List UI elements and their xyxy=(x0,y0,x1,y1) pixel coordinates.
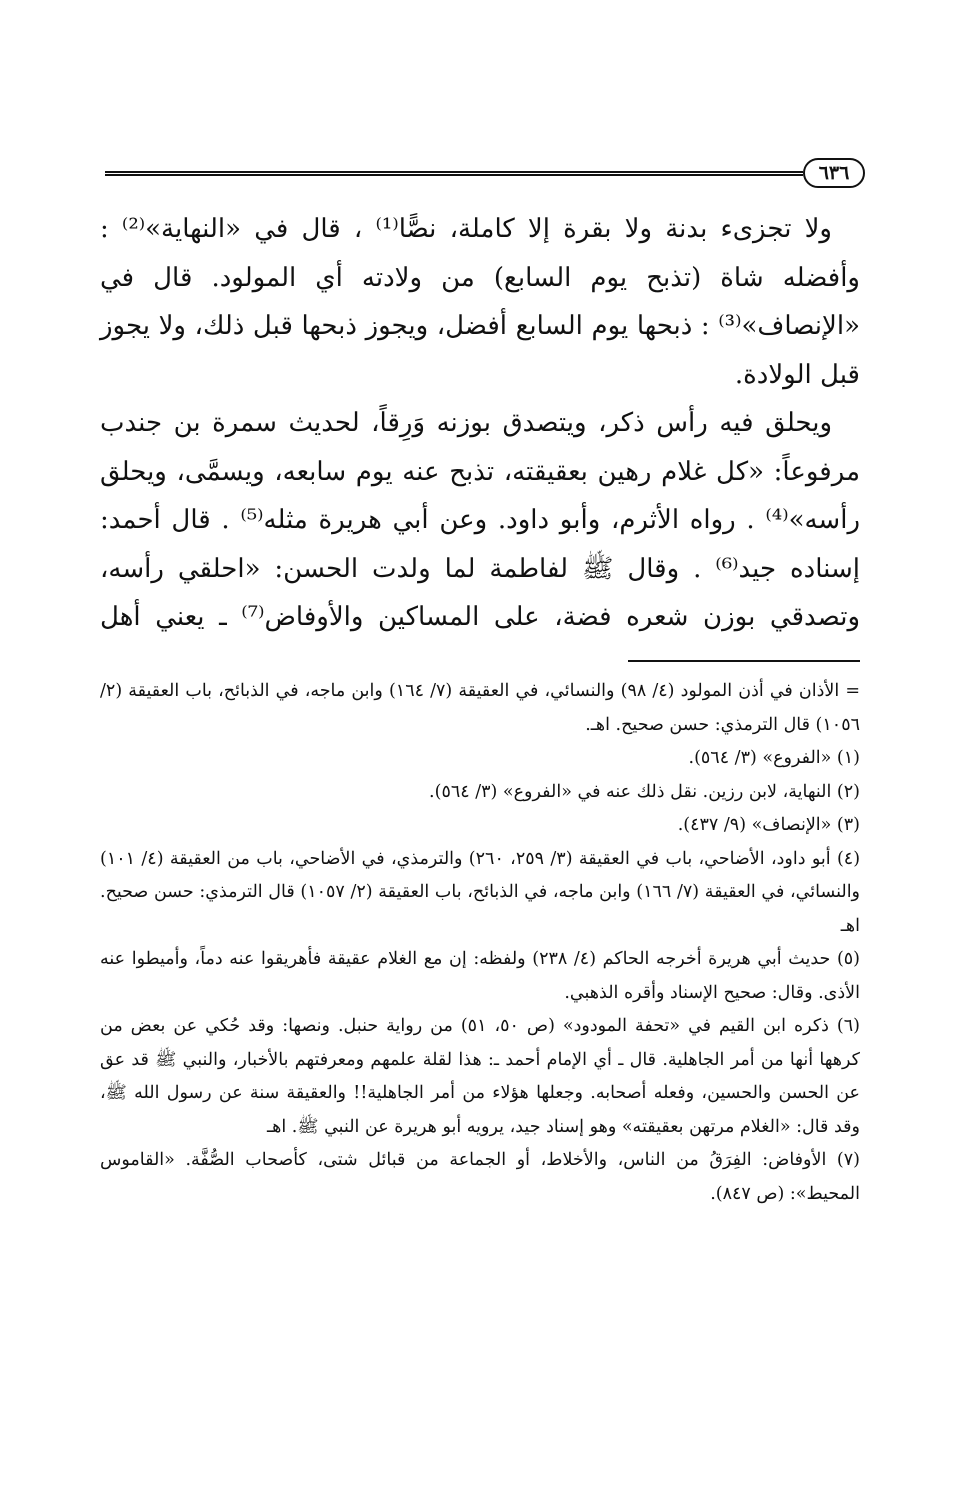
footnote-5: (٥) حديث أبي هريرة أخرجه الحاكم (٤/ ٢٣٨) ولفظه: إن مع الغلام عقيقة فأهريقوا عنه دماً، وأميطوا عنه الأذى. وقال: صحيح الإسناد وأقره الذهبي. xyxy=(100,949,860,1003)
paragraph-2: ويحلق فيه رأس ذكر، ويتصدق بوزنه وَرِقاً، لحديث سمرة بن جندب مرفوعاً: «كل غلام رهين بعقيقته، تذبح عنه يوم سابعه، ويسمَّى، ويحلق رأسه»⁽⁴⁾ . رواه الأثرم، وأبو داود. وعن أبي هريرة مثله⁽⁵⁾ . قال أحمد: إسناده جيد⁽⁶⁾ . وقال ﷺ لفاطمة لما ولدت الحسن: «احلقي رأسه، وتصدقي بوزن شعره فضة، على المساكين والأوفاض⁽⁷⁾ ـ يعني أهل xyxy=(100,408,860,632)
footnote-6: (٦) ذكره ابن القيم في «تحفة المودود» (ص ٥٠، ٥١) من رواية حنبل. ونصها: وقد حُكي عن بعض من كرهها أنها من أمر الجاهلية. قال ـ أي الإمام أحمد ـ: هذا لقلة علمهم ومعرفتهم بالأخبار، والنبي ﷺ قد عق عن الحسن والحسين، وفعله أصحابه. وجعلها هؤلاء من أمر الجاهلية!! والعقيقة سنة عن رسول الله ﷺ، وقد قال: «الغلام مرتهن بعقيقته» وهو إسناد جيد، يرويه أبو هريرة عن النبي ﷺ. اهـ xyxy=(100,1016,860,1137)
footnote-3: (٣) «الإنصاف» (٩/ ٤٣٧). xyxy=(677,815,860,835)
footnote-2: (٢) النهاية، لابن رزين. نقل ذلك عنه في «الفروع» (٣/ ٥٦٤). xyxy=(429,781,860,802)
header-rule xyxy=(105,171,803,176)
footnote-divider xyxy=(628,660,860,662)
footnote-1: (١) «الفروع» (٣/ ٥٦٤). xyxy=(688,748,860,768)
footnote-continuation: = الأذان في أذن المولود (٤/ ٩٨) والنسائي، في العقيقة (٧/ ١٦٤) وابن ماجه، في الذبائح، باب العقيقة (٢/ ١٠٥٦) قال الترمذي: حسن صحيح. اهـ. xyxy=(100,681,861,735)
page-number: ٦٣٦ xyxy=(803,158,865,188)
paragraph-1: ولا تجزىء بدنة ولا بقرة إلا كاملة، نصًّا⁽¹⁾ ، قال في «النهاية»⁽²⁾ : وأفضله شاة (تذبح يوم السابع) من ولادته أي المولود. قال في «الإنصاف»⁽³⁾ : ذبحها يوم السابع أفضل، ويجوز ذبحها قبل ذلك، ولا يجوز قبل الولادة. xyxy=(100,214,860,390)
page-header xyxy=(105,158,865,194)
footnote-7: (٧) الأوفاض: الفِرَقُ من الناس، والأخلاط، أو الجماعة من قبائل شتى، كأصحاب الصُّفَّة. «القاموس المحيط»: (ص ٨٤٧). xyxy=(100,1150,860,1204)
footnote-4: (٤) أبو داود، الأضاحي، باب في العقيقة (٣/ ٢٥٩، ٢٦٠) والترمذي، في الأضاحي، باب من العقيقة (٤/ ١٠١) والنسائي، في العقيقة (٧/ ١٦٦) وابن ماجه، في الذبائح، باب العقيقة (٢/ ١٠٥٧) قال الترمذي: حسن صحيح. اهـ xyxy=(100,848,861,936)
footnotes xyxy=(100,675,860,1211)
main-text xyxy=(100,205,860,642)
